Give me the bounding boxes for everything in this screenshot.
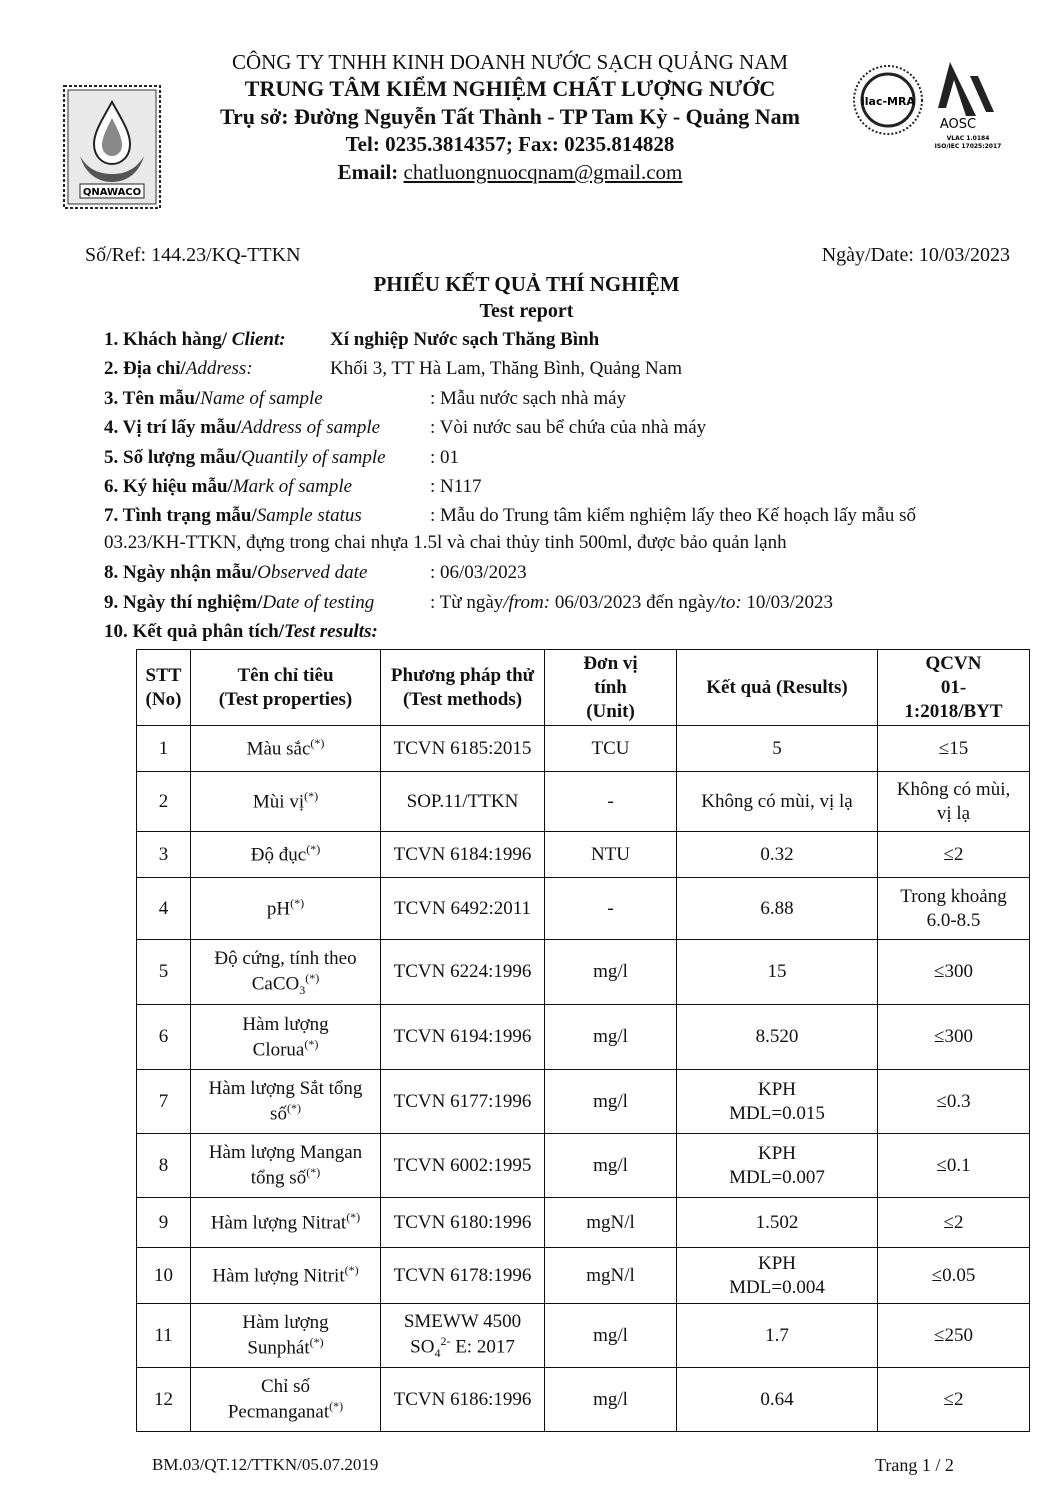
test-method: TCVN 6185:2015 <box>381 726 545 772</box>
row-number: 9 <box>137 1198 191 1248</box>
status-value-1: : Mẫu do Trung tâm kiểm nghiệm lấy theo Kế hoạch lấy mẫu số <box>430 505 917 526</box>
row-number: 10 <box>137 1248 191 1304</box>
property-name: Hàm lượng Mangan tổng số(*) <box>191 1134 381 1198</box>
unit: mgN/l <box>545 1248 677 1304</box>
ilac-logo-text: ilac-MRA <box>861 95 915 108</box>
unit: mgN/l <box>545 1198 677 1248</box>
header-qcvn: QCVN 01- 1:2018/BYT <box>878 650 1030 726</box>
test-method: TCVN 6180:1996 <box>381 1198 545 1248</box>
unit: mg/l <box>545 940 677 1005</box>
row-number: 5 <box>137 940 191 1005</box>
client-line <box>104 329 286 351</box>
result: KPH MDL=0.004 <box>677 1248 878 1304</box>
email-line <box>190 160 830 185</box>
property-name: Hàm lượng Nitrit(*) <box>191 1248 381 1304</box>
limit: ≤2 <box>878 832 1030 878</box>
testing-value <box>430 592 833 614</box>
row-number: 11 <box>137 1304 191 1368</box>
row-number: 8 <box>137 1134 191 1198</box>
unit: NTU <box>545 832 677 878</box>
table-row <box>137 1134 1030 1198</box>
address-value: Khối 3, TT Hà Lam, Thăng Bình, Quảng Nam <box>330 358 682 379</box>
limit: ≤0.1 <box>878 1134 1030 1198</box>
center-name: TRUNG TÂM KIỂM NGHIỆM CHẤT LƯỢNG NƯỚC <box>244 76 776 101</box>
email-label: Email: <box>337 160 404 184</box>
row-number: 3 <box>137 832 191 878</box>
unit: mg/l <box>545 1304 677 1368</box>
sample-location-value: : Vòi nước sau bể chứa của nhà máy <box>430 417 707 438</box>
sample-location-line <box>104 417 380 439</box>
limit: ≤2 <box>878 1368 1030 1432</box>
test-method: SOP.11/TTKN <box>381 772 545 832</box>
unit: mg/l <box>545 1005 677 1070</box>
test-method: SMEWW 4500 $SO_4^{2-}$ E: 2017 <box>381 1304 545 1368</box>
company-name: CÔNG TY TNHH KINH DOANH NƯỚC SẠCH QUẢNG NAM <box>231 50 789 74</box>
unit: - <box>545 878 677 940</box>
table-row <box>137 1304 1030 1368</box>
sample-name-line <box>104 388 323 410</box>
client-label: 1. Khách hàng/ <box>104 329 228 350</box>
form-code: BM.03/QT.12/TTKN/05.07.2019 <box>152 1455 379 1474</box>
unit: mg/l <box>545 1070 677 1134</box>
unit: mg/l <box>545 1368 677 1432</box>
limit: ≤300 <box>878 1005 1030 1070</box>
test-method: TCVN 6184:1996 <box>381 832 545 878</box>
result: 0.32 <box>677 832 878 878</box>
property-name: Hàm lượng Nitrat(*) <box>191 1198 381 1248</box>
results-table <box>136 649 1030 1432</box>
received-label-en: Observed date <box>257 562 368 583</box>
test-method: TCVN 6186:1996 <box>381 1368 545 1432</box>
quantity-label-en: Quantily of sample <box>241 447 386 468</box>
address-line <box>104 358 253 380</box>
results-heading <box>104 621 378 643</box>
limit: Không có mùi, vị lạ <box>878 772 1030 832</box>
received-value: : 06/03/2023 <box>430 562 527 583</box>
header-unit: Đơn vị tính (Unit) <box>545 650 677 726</box>
table-row <box>137 1248 1030 1304</box>
quantity-line <box>104 447 386 469</box>
property-name: Chỉ số Pecmanganat(*) <box>191 1368 381 1432</box>
mark-label: 6. Ký hiệu mẫu/ <box>104 476 233 497</box>
property-name: Màu sắc(*) <box>191 726 381 772</box>
test-method: TCVN 6178:1996 <box>381 1248 545 1304</box>
aosc-logo-text: AOSC <box>939 117 977 132</box>
testing-from-date: 06/03/2023 đến ngày <box>550 592 716 613</box>
table-row <box>137 1198 1030 1248</box>
reference-number: Số/Ref: 144.23/KQ-TTKN <box>85 244 301 266</box>
table-row <box>137 832 1030 878</box>
row-number: 2 <box>137 772 191 832</box>
result: 1.502 <box>677 1198 878 1248</box>
address-label: 2. Địa chỉ/ <box>104 358 186 379</box>
status-label-en: Sample status <box>256 505 362 526</box>
mark-line <box>104 476 352 498</box>
testing-label-en: Date of testing <box>262 592 375 613</box>
table-header-row <box>137 650 1030 726</box>
received-line <box>104 562 367 584</box>
client-label-en: Client: <box>231 329 286 350</box>
header-property: Tên chỉ tiêu (Test properties) <box>191 650 381 726</box>
email-link[interactable]: chatluongnuocqnam@gmail.com <box>403 160 683 184</box>
table-row <box>137 1368 1030 1432</box>
table-row <box>137 940 1030 1005</box>
limit: ≤250 <box>878 1304 1030 1368</box>
testing-from-en: /from: <box>503 592 551 613</box>
limit: ≤15 <box>878 726 1030 772</box>
report-title: PHIẾU KẾT QUẢ THÍ NGHIỆM <box>373 272 680 296</box>
client-value: Xí nghiệp Nước sạch Thăng Bình <box>330 329 600 350</box>
property-name: Độ đục(*) <box>191 832 381 878</box>
result: 15 <box>677 940 878 1005</box>
property-name: Mùi vị(*) <box>191 772 381 832</box>
report-title-en: Test report <box>479 300 574 322</box>
table-row <box>137 1005 1030 1070</box>
address-label-en: Address: <box>185 358 253 379</box>
status-label: 7. Tình trạng mẫu/ <box>104 505 257 526</box>
result: 5 <box>677 726 878 772</box>
sample-name-label: 3. Tên mẫu/ <box>104 388 201 409</box>
row-number: 4 <box>137 878 191 940</box>
received-label: 8. Ngày nhận mẫu/ <box>104 562 258 583</box>
report-date: Ngày/Date: 10/03/2023 <box>821 244 1010 266</box>
property-name: Hàm lượng Sắt tổng số(*) <box>191 1070 381 1134</box>
property-name: pH(*) <box>191 878 381 940</box>
header-method: Phương pháp thử (Test methods) <box>381 650 545 726</box>
test-method: TCVN 6492:2011 <box>381 878 545 940</box>
sample-location-label-en: Address of sample <box>241 417 381 438</box>
result: 8.520 <box>677 1005 878 1070</box>
accreditation-logos <box>850 56 1010 152</box>
result: 6.88 <box>677 878 878 940</box>
limit: Trong khoảng 6.0-8.5 <box>878 878 1030 940</box>
unit: TCU <box>545 726 677 772</box>
testing-from-vi: : Từ ngày <box>430 592 504 613</box>
limit: ≤0.3 <box>878 1070 1030 1134</box>
office-address: Trụ sở: Đường Nguyễn Tất Thành - TP Tam Kỳ - Quảng Nam <box>220 104 800 129</box>
page-number: Trang 1 / 2 <box>875 1455 954 1475</box>
test-method: TCVN 6194:1996 <box>381 1005 545 1070</box>
vlac-text: VLAC 1.0184 <box>946 135 990 142</box>
status-line <box>104 505 362 527</box>
mark-label-en: Mark of sample <box>232 476 353 497</box>
limit: ≤300 <box>878 940 1030 1005</box>
header-result: Kết quả (Results) <box>677 650 878 726</box>
iso-text: ISO/IEC 17025:2017 <box>934 143 1002 150</box>
test-method: TCVN 6177:1996 <box>381 1070 545 1134</box>
qnawaco-logo <box>62 84 162 210</box>
table-row <box>137 1070 1030 1134</box>
qnawaco-logo-text: QNAWACO <box>82 187 142 198</box>
sample-location-label: 4. Vị trí lấy mẫu/ <box>104 417 242 438</box>
testing-line <box>104 592 374 614</box>
quantity-value: : 01 <box>430 447 460 468</box>
sample-name-label-en: Name of sample <box>200 388 323 409</box>
result: 0.64 <box>677 1368 878 1432</box>
status-value-2: 03.23/KH-TTKN, đựng trong chai nhựa 1.5l và chai thủy tinh 500ml, được bảo quản lạnh <box>104 532 787 553</box>
mark-value: : N117 <box>430 476 482 497</box>
phone-fax: Tel: 0235.3814357; Fax: 0235.814828 <box>345 132 675 156</box>
result: Không có mùi, vị lạ <box>677 772 878 832</box>
testing-to-en: /to: <box>715 592 742 613</box>
row-number: 7 <box>137 1070 191 1134</box>
row-number: 12 <box>137 1368 191 1432</box>
sample-name-value: : Mẫu nước sạch nhà máy <box>430 388 627 409</box>
unit: mg/l <box>545 1134 677 1198</box>
property-name: Hàm lượng Clorua(*) <box>191 1005 381 1070</box>
table-row <box>137 772 1030 832</box>
testing-to-date: 10/03/2023 <box>741 592 833 613</box>
limit: ≤0.05 <box>878 1248 1030 1304</box>
test-method: TCVN 6002:1995 <box>381 1134 545 1198</box>
results-label: 10. Kết quả phân tích/ <box>104 621 285 642</box>
unit: - <box>545 772 677 832</box>
result: KPH MDL=0.015 <box>677 1070 878 1134</box>
row-number: 6 <box>137 1005 191 1070</box>
results-label-en: Test results: <box>284 621 378 642</box>
row-number: 1 <box>137 726 191 772</box>
property-name: Hàm lượng Sunphát(*) <box>191 1304 381 1368</box>
result: KPH MDL=0.007 <box>677 1134 878 1198</box>
table-row <box>137 878 1030 940</box>
testing-label: 9. Ngày thí nghiệm/ <box>104 592 263 613</box>
header-stt: STT (No) <box>137 650 191 726</box>
property-name: Độ cứng, tính theo CaCO$_3$(*) <box>191 940 381 1005</box>
table-row <box>137 726 1030 772</box>
limit: ≤2 <box>878 1198 1030 1248</box>
test-method: TCVN 6224:1996 <box>381 940 545 1005</box>
result: 1.7 <box>677 1304 878 1368</box>
quantity-label: 5. Số lượng mẫu/ <box>104 447 242 468</box>
